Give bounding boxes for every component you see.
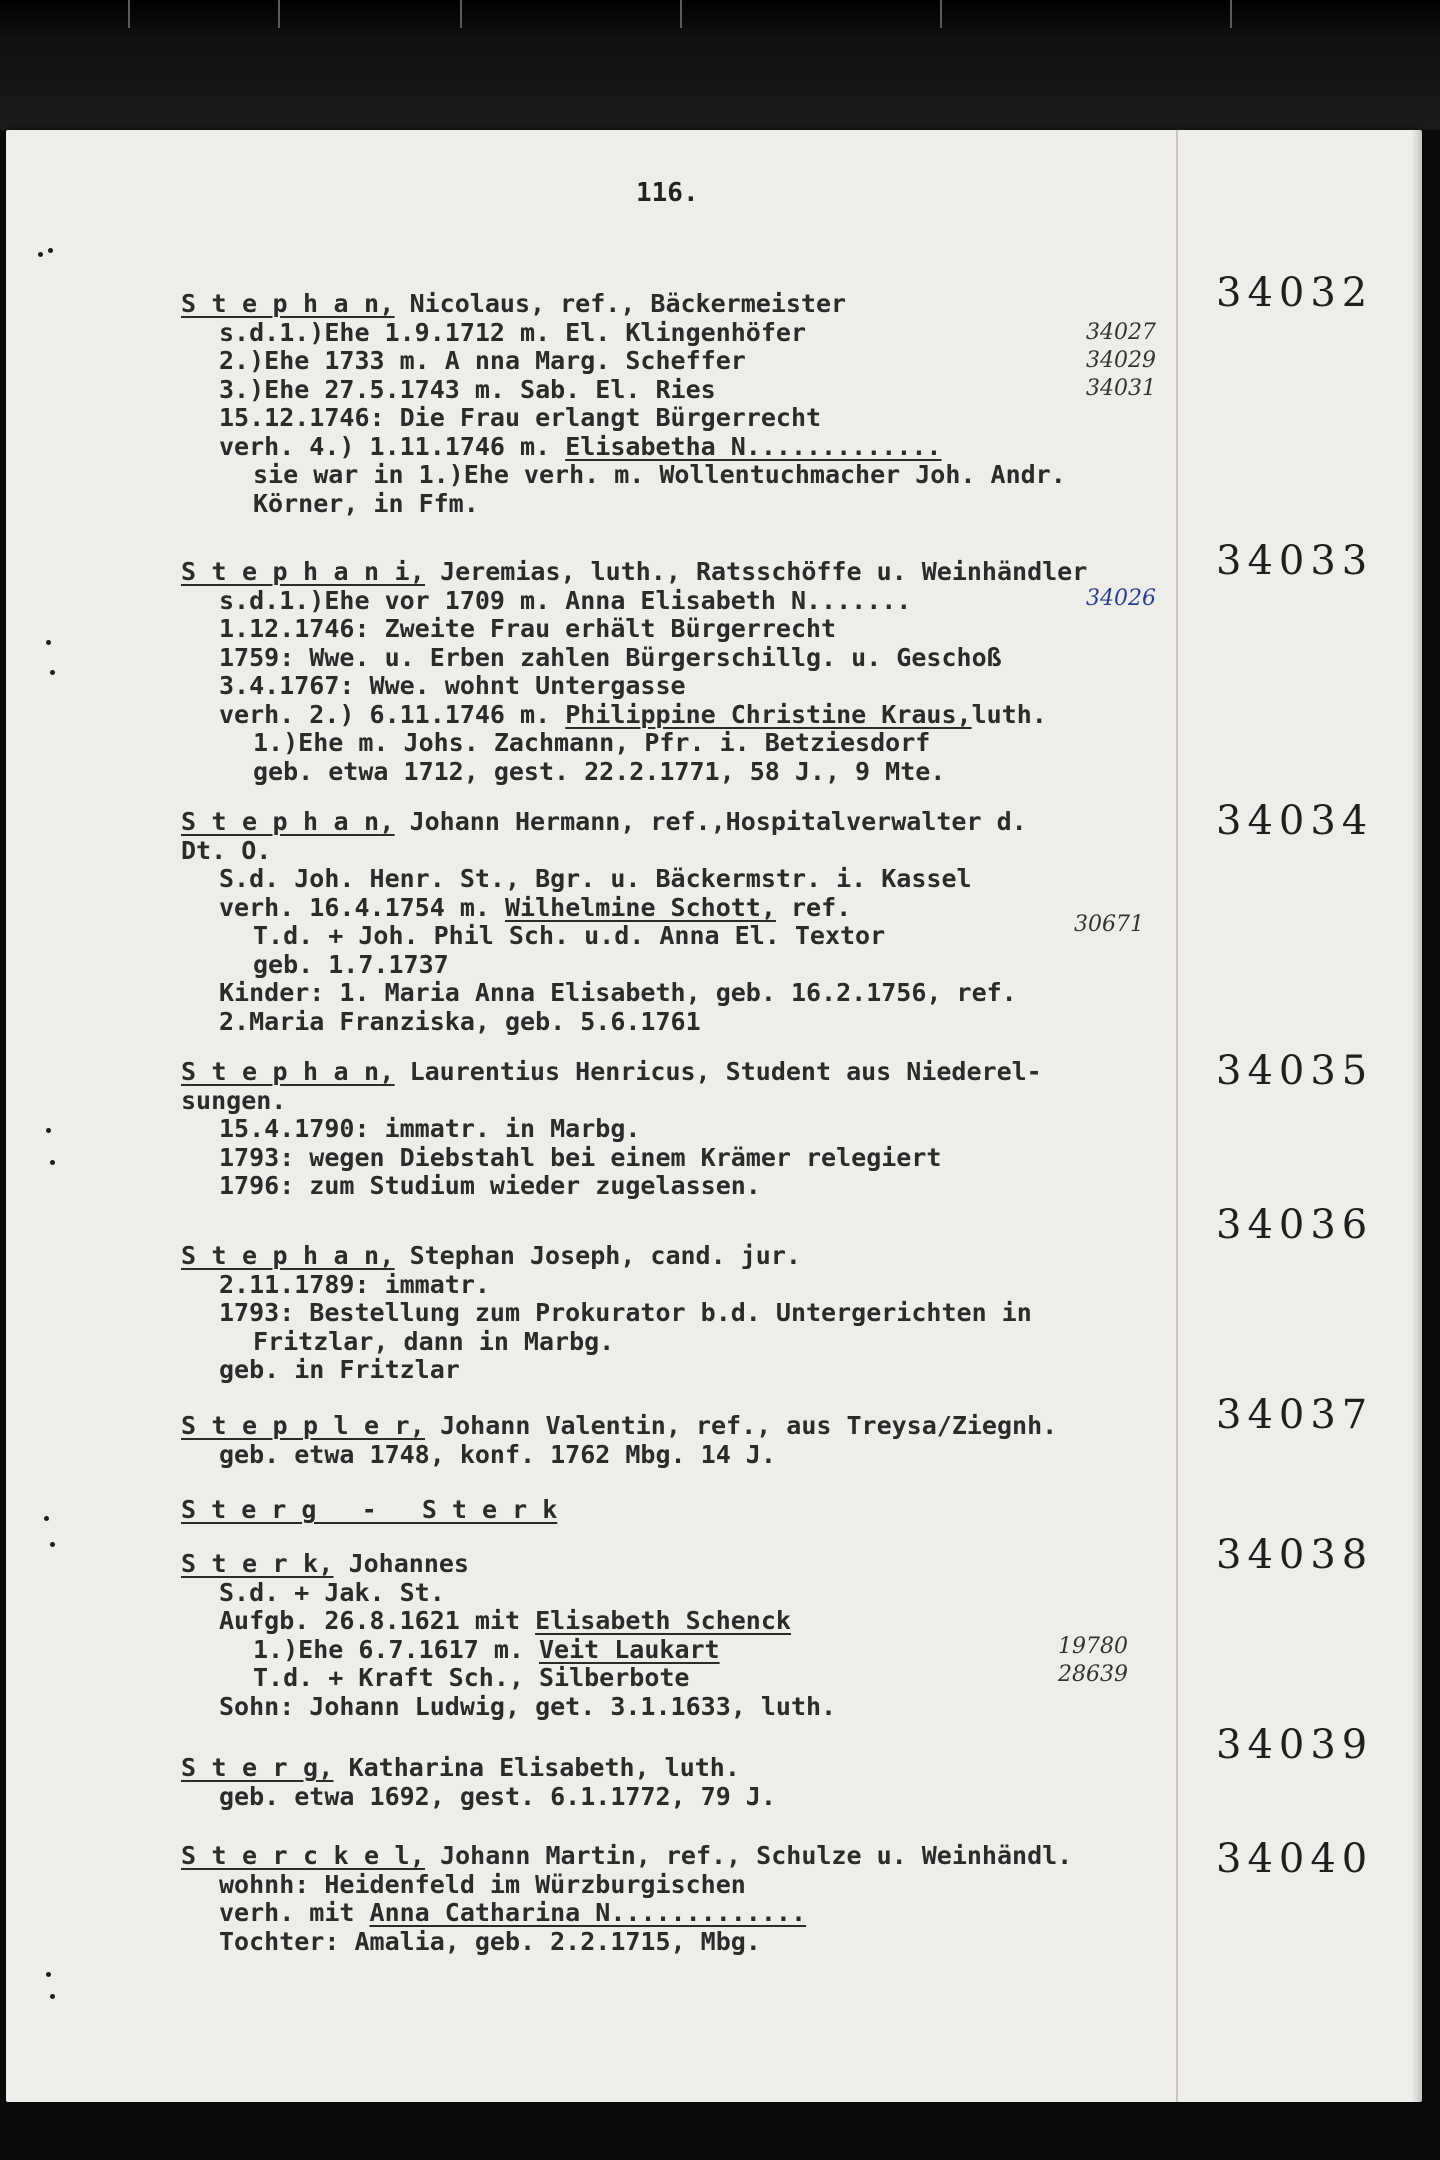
- punch-hole: [48, 248, 53, 253]
- entry-line: [181, 644, 1087, 673]
- entry-line: [181, 894, 1027, 923]
- entry-text: 1.)Ehe 6.7.1617 m.: [253, 1634, 539, 1664]
- entry-line: [181, 490, 1066, 519]
- entry-text: verh. 16.4.1754 m.: [219, 892, 505, 922]
- handwritten-cross-reference: 34027: [1086, 320, 1156, 345]
- entry-text: verh. 2.) 6.11.1746 m.: [219, 699, 566, 729]
- register-entry: [181, 1242, 1032, 1385]
- entry-text: 2.Maria Franziska, geb. 5.6.1761: [219, 1006, 701, 1036]
- surname: S t e r g,: [181, 1753, 334, 1782]
- entry-line: [181, 1008, 1027, 1037]
- entry-text: 2.)Ehe 1733 m. A nna Marg. Scheffer: [219, 346, 746, 375]
- surname: S t e r c k e l,: [181, 1841, 426, 1870]
- handwritten-cross-reference: 19780: [1058, 1634, 1128, 1659]
- entry-headline: [181, 558, 1087, 587]
- entry-line: [181, 1087, 1042, 1116]
- record-number: 34037: [1216, 1392, 1374, 1438]
- entry-text: Katharina Elisabeth, luth.: [333, 1753, 740, 1782]
- entry-line: [181, 1871, 1072, 1900]
- record-number: 34032: [1216, 270, 1374, 316]
- entry-text: Elisabetha N.............: [565, 431, 942, 461]
- entry-line: [181, 1579, 836, 1608]
- surname: S t e p p l e r,: [181, 1411, 426, 1440]
- entry-headline: [181, 808, 1027, 837]
- entry-text: Anna Catharina N.............: [369, 1898, 807, 1927]
- entry-text: Johann Hermann, ref.,Hospitalverwalter d.: [394, 807, 1027, 836]
- handwritten-cross-reference: 30671: [1074, 912, 1144, 937]
- register-entry: [181, 808, 1027, 1036]
- register-entry: [181, 1842, 1072, 1956]
- entry-line: [181, 1441, 1057, 1470]
- entry-text: Veit Laukart: [538, 1634, 720, 1664]
- entry-text: 1793: Bestellung zum Prokurator b.d. Untergerichten in: [219, 1298, 1032, 1327]
- entry-text: 1759: Wwe. u. Erben zahlen Bürgerschillg. u. Geschoß: [219, 642, 1002, 672]
- entry-line: [181, 1328, 1032, 1357]
- record-number: 34035: [1216, 1048, 1374, 1094]
- entry-text: geb. etwa 1692, gest. 6.1.1772, 79 J.: [219, 1781, 776, 1811]
- punch-hole: [46, 1972, 51, 1977]
- entry-line: [181, 404, 1066, 433]
- entry-text: Jeremias, luth., Ratsschöffe u. Weinhändler: [425, 557, 1088, 586]
- register-entry: [181, 558, 1087, 786]
- entry-text: 15.4.1790: immatr. in Marbg.: [219, 1114, 641, 1143]
- entry-line: [181, 837, 1027, 866]
- entry-text: s.d.1.)Ehe vor 1709 m. Anna Elisabeth N.......: [219, 585, 942, 615]
- punch-hole: [46, 640, 51, 645]
- entry-text: T.d. + Joh. Phil Sch. u.d. Anna El. Textor: [253, 921, 886, 950]
- entry-line: [181, 672, 1087, 701]
- entry-text: Stephan Joseph, cand. jur.: [394, 1241, 801, 1270]
- entry-text: Wilhelmine Schott,: [504, 892, 776, 922]
- entry-line: [181, 951, 1027, 980]
- surname: S t e r k,: [181, 1549, 334, 1578]
- entry-line: [181, 1928, 1072, 1957]
- record-number: 34038: [1216, 1532, 1374, 1578]
- entry-line: [181, 615, 1087, 644]
- entry-text: Aufgb. 26.8.1621 mit: [219, 1606, 536, 1635]
- entry-text: Sohn: Johann Ludwig, get. 3.1.1633, luth.: [219, 1691, 837, 1721]
- entry-line: [181, 1783, 776, 1812]
- entry-line: [181, 729, 1087, 758]
- entry-text: S.d. + Jak. St.: [219, 1577, 445, 1607]
- record-number: 34039: [1216, 1722, 1374, 1768]
- entry-line: [181, 1172, 1042, 1201]
- entry-line: [181, 1271, 1032, 1300]
- register-entry: [181, 1550, 836, 1721]
- entry-text: s.d.1.)Ehe 1.9.1712 m. El. Klingenhöfer: [219, 317, 806, 347]
- entry-headline: [181, 1842, 1072, 1871]
- entry-line: [181, 979, 1027, 1008]
- entry-headline: [181, 1754, 776, 1783]
- document-page: [6, 130, 1422, 2102]
- entry-line: [181, 376, 1066, 405]
- entry-text: Johann Martin, ref., Schulze u. Weinhändl.: [425, 1841, 1073, 1870]
- microfilm-top-margin: [0, 0, 1440, 130]
- entry-text: Elisabeth Schenck: [535, 1606, 791, 1635]
- entry-line: [181, 1664, 836, 1693]
- entry-text: Johann Valentin, ref., aus Treysa/Ziegnh.: [425, 1411, 1058, 1440]
- entry-headline: [181, 1242, 1032, 1271]
- entry-text: geb. etwa 1712, gest. 22.2.1771, 58 J., 9 Mte.: [253, 756, 946, 786]
- entry-text: verh. 4.) 1.11.1746 m.: [219, 431, 566, 461]
- entry-line: [181, 922, 1027, 951]
- entry-text: Philippine Christine Kraus,: [565, 699, 972, 729]
- record-number: 34033: [1216, 538, 1374, 584]
- page-number: 116.: [636, 178, 699, 208]
- surname: S t e p h a n,: [181, 807, 395, 836]
- surname: S t e p h a n,: [181, 289, 395, 318]
- entry-text: 1.12.1746: Zweite Frau erhält Bürgerrecht: [219, 614, 837, 643]
- entry-text: S.d. Joh. Henr. St., Bgr. u. Bäckermstr. i. Kassel: [219, 864, 972, 893]
- section-heading: [181, 1496, 557, 1525]
- entry-headline: [181, 1058, 1042, 1087]
- entry-text: 3.4.1767: Wwe. wohnt Untergasse: [219, 671, 686, 700]
- handwritten-cross-reference: 34026: [1086, 586, 1156, 611]
- entry-line: [181, 587, 1087, 616]
- record-number: 34036: [1216, 1202, 1374, 1248]
- entry-line: [181, 758, 1087, 787]
- entry-text: Nicolaus, ref., Bäckermeister: [394, 289, 847, 318]
- entry-text: wohnh: Heidenfeld im Würzburgischen: [219, 1869, 746, 1899]
- register-entry: [181, 1412, 1057, 1469]
- entry-text: Körner, in Ffm.: [253, 488, 479, 518]
- entry-line: [181, 347, 1066, 376]
- entry-text: verh. mit: [219, 1898, 370, 1927]
- register-entry: [181, 1754, 776, 1811]
- punch-hole: [50, 1994, 55, 1999]
- handwritten-cross-reference: 34029: [1086, 348, 1156, 373]
- entry-text: sungen.: [181, 1085, 287, 1115]
- entry-line: [181, 1636, 836, 1665]
- page-edge-shadow: [1412, 130, 1422, 2102]
- surname: S t e p h a n,: [181, 1241, 395, 1270]
- entry-text: 1793: wegen Diebstahl bei einem Krämer relegiert: [219, 1142, 942, 1172]
- entry-headline: [181, 290, 1066, 319]
- punch-hole: [44, 1516, 49, 1521]
- entry-text: 1796: zum Studium wieder zugelassen.: [219, 1171, 761, 1200]
- entry-text: 1.)Ehe m. Johs. Zachmann, Pfr. i. Betziesdorf: [253, 728, 931, 757]
- handwritten-cross-reference: 28639: [1058, 1662, 1128, 1687]
- entry-headline: [181, 1550, 836, 1579]
- entry-text: sie war in 1.)Ehe verh. m. Wollentuchmacher Joh. Andr.: [253, 460, 1066, 489]
- entry-line: [181, 1607, 836, 1636]
- entry-text: Dt. O.: [181, 835, 272, 865]
- punch-hole: [46, 1128, 51, 1133]
- entry-text: Tochter: Amalia, geb. 2.2.1715, Mbg.: [219, 1926, 761, 1956]
- entry-line: [181, 701, 1087, 730]
- entry-line: [181, 319, 1066, 348]
- punch-hole: [38, 252, 43, 257]
- entry-text: geb. in Fritzlar: [219, 1355, 460, 1384]
- punch-hole: [50, 1542, 55, 1547]
- entry-line: [181, 461, 1066, 490]
- handwritten-cross-reference: 34031: [1086, 376, 1156, 401]
- entry-text: geb. 1.7.1737: [253, 949, 449, 979]
- entry-line: [181, 1899, 1072, 1928]
- entry-text: Kinder: 1. Maria Anna Elisabeth, geb. 16.2.1756, ref.: [219, 978, 1017, 1007]
- entry-line: [181, 1693, 836, 1722]
- register-entry: [181, 290, 1066, 518]
- entry-text: Fritzlar, dann in Marbg.: [253, 1326, 615, 1356]
- entry-headline: [181, 1412, 1057, 1441]
- entry-text: Johannes: [333, 1549, 469, 1578]
- entry-text: T.d. + Kraft Sch., Silberbote: [253, 1663, 690, 1692]
- entry-line: [181, 1356, 1032, 1385]
- entry-text: Laurentius Henricus, Student aus Niederel-: [394, 1057, 1042, 1086]
- entry-text: luth.: [971, 699, 1047, 729]
- record-number: 34034: [1216, 798, 1374, 844]
- column-fold-line: [1176, 130, 1178, 2102]
- heading-text: S t e r g - S t e r k: [181, 1495, 558, 1524]
- entry-text: ref.: [775, 892, 852, 922]
- surname: S t e p h a n,: [181, 1057, 395, 1086]
- entry-line: [181, 433, 1066, 462]
- surname: S t e p h a n i,: [181, 557, 426, 586]
- entry-line: [181, 865, 1027, 894]
- entry-text: 3.)Ehe 27.5.1743 m. Sab. El. Ries: [219, 374, 716, 404]
- entry-line: [181, 1299, 1032, 1328]
- record-number: 34040: [1216, 1836, 1374, 1882]
- entry-text: 2.11.1789: immatr.: [219, 1269, 490, 1299]
- entry-text: 15.12.1746: Die Frau erlangt Bürgerrecht: [219, 403, 822, 432]
- entry-line: [181, 1115, 1042, 1144]
- entry-text: geb. etwa 1748, konf. 1762 Mbg. 14 J.: [219, 1439, 776, 1469]
- entry-line: [181, 1144, 1042, 1173]
- punch-hole: [50, 670, 55, 675]
- register-entry: [181, 1058, 1042, 1201]
- punch-hole: [50, 1160, 55, 1165]
